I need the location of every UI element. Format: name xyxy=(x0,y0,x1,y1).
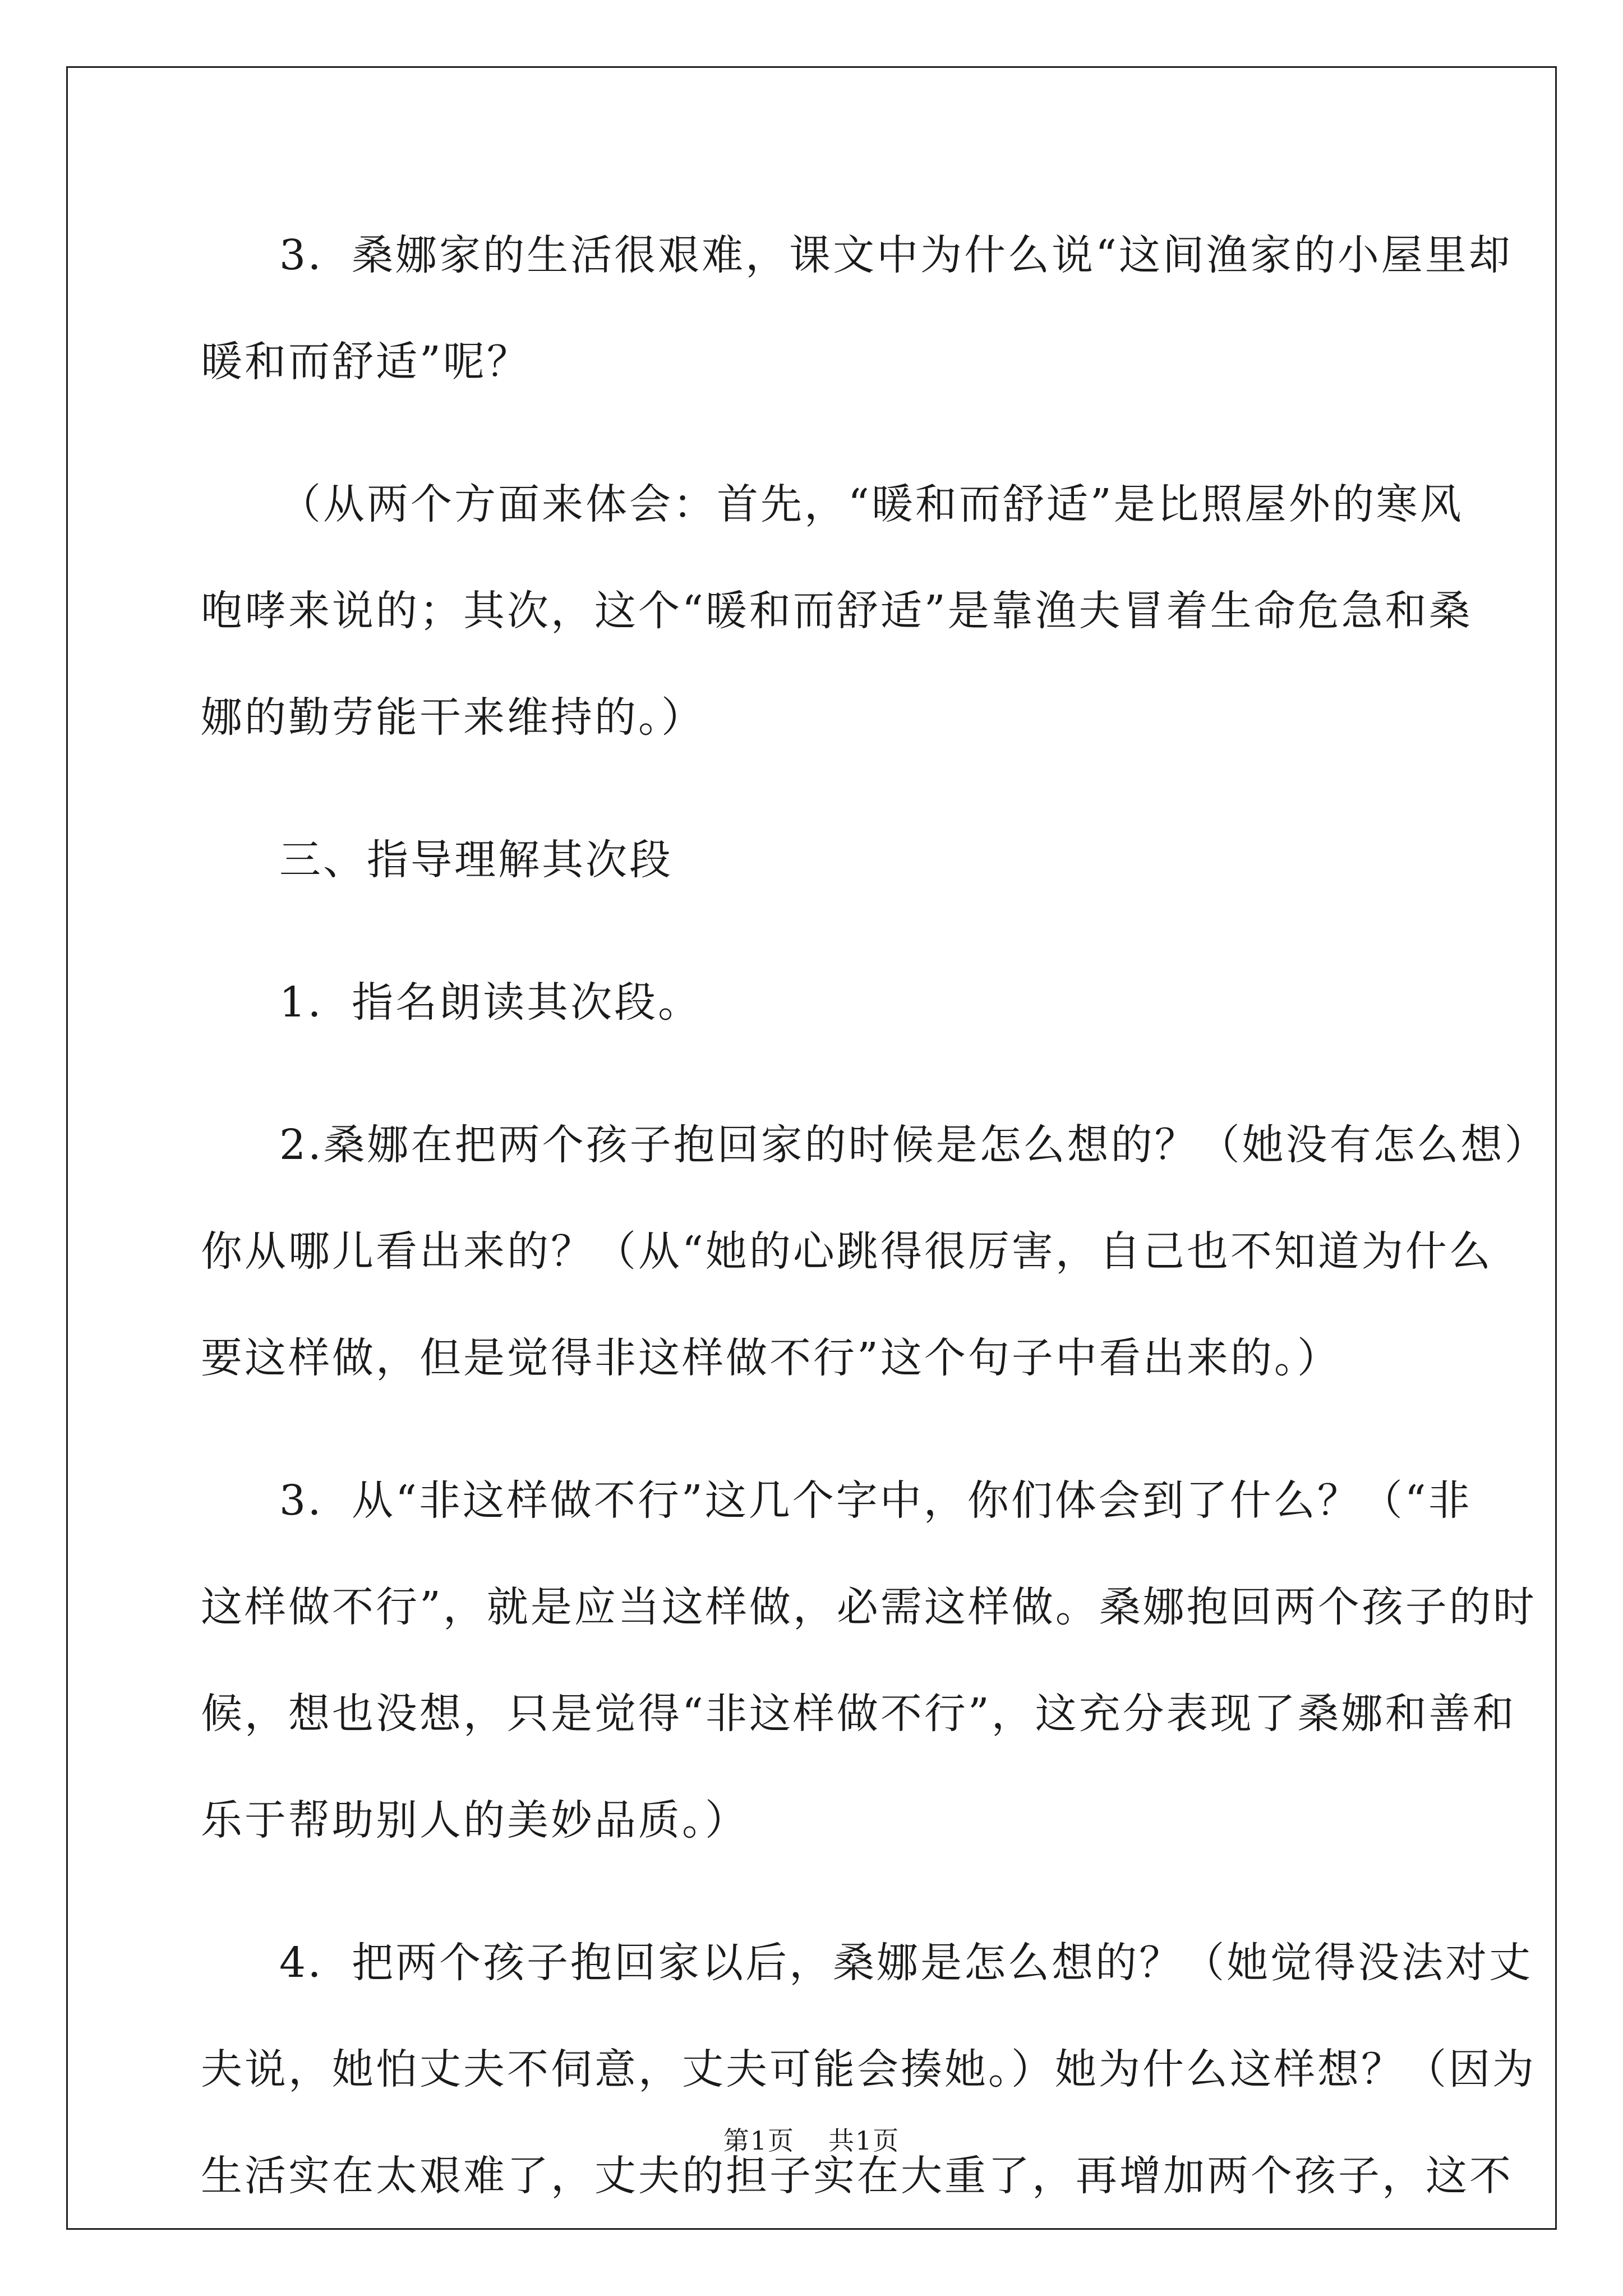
paragraph-item-1 xyxy=(201,949,1435,1056)
text-line: （从两个方面来体会：首先，“暖和而舒适”是比照屋外的寒风 xyxy=(279,480,1464,528)
text-line: 要这样做，但是觉得非这样做不行”这个句子中看出来的。） xyxy=(201,1334,1341,1382)
text-line: 生活实在太艰难了，丈夫的担子实在大重了，再增加两个孩子，这不 xyxy=(201,2152,1513,2200)
paragraph-item-2 xyxy=(201,1092,1548,1411)
text-line: 咆哮来说的；其次，这个“暖和而舒适”是靠渔夫冒着生命危急和桑 xyxy=(201,587,1473,635)
text-line: 娜的勤劳能干来维持的。） xyxy=(201,693,705,742)
paragraph-item-4 xyxy=(201,1910,1536,2229)
text-line: 3．桑娜家的生活很艰难，课文中为什么说“这间渔家的小屋里却 xyxy=(279,231,1513,279)
paragraph-question-3 xyxy=(201,202,1513,415)
text-line: 乐于帮助别人的美妙品质。） xyxy=(201,1796,749,1844)
page-total: 共1页 xyxy=(828,2125,900,2156)
text-line: 4．把两个孩子抱回家以后，桑娜是怎么想的？（她觉得没法对丈 xyxy=(279,1939,1533,1987)
paragraph-answer-3 xyxy=(201,451,1473,771)
text-line: 3．从“非这样做不行”这几个字中，你们体会到了什么？（“非 xyxy=(279,1476,1472,1525)
text-line: 你从哪儿看出来的？（从“她的心跳得很厉害，自己也不知道为什么 xyxy=(201,1227,1493,1276)
text-line: 2.桑娜在把两个孩子抱回家的时候是怎么想的？（她没有怎么想） xyxy=(279,1121,1548,1169)
paragraph-item-3 xyxy=(201,1447,1537,1874)
text-line: 三、指导理解其次段 xyxy=(279,836,673,884)
section-heading xyxy=(201,807,1435,913)
page-footer xyxy=(0,2120,1623,2157)
text-line: 1．指名朗读其次段。 xyxy=(279,978,702,1027)
text-line: 夫说，她怕丈夫不伺意，丈夫可能会揍她。）她为什么这样想？（因为 xyxy=(201,2045,1536,2093)
text-line: 暖和而舒适”呢？ xyxy=(201,338,531,386)
page-number: 第1页 xyxy=(723,2125,795,2156)
text-line: 这样做不行”，就是应当这样做，必需这样做。桑娜抱回两个孩子的时 xyxy=(201,1583,1537,1631)
document-body xyxy=(201,202,1548,2265)
text-line: 候，想也没想，只是觉得“非这样做不行”，这充分表现了桑娜和善和 xyxy=(201,1690,1516,1738)
